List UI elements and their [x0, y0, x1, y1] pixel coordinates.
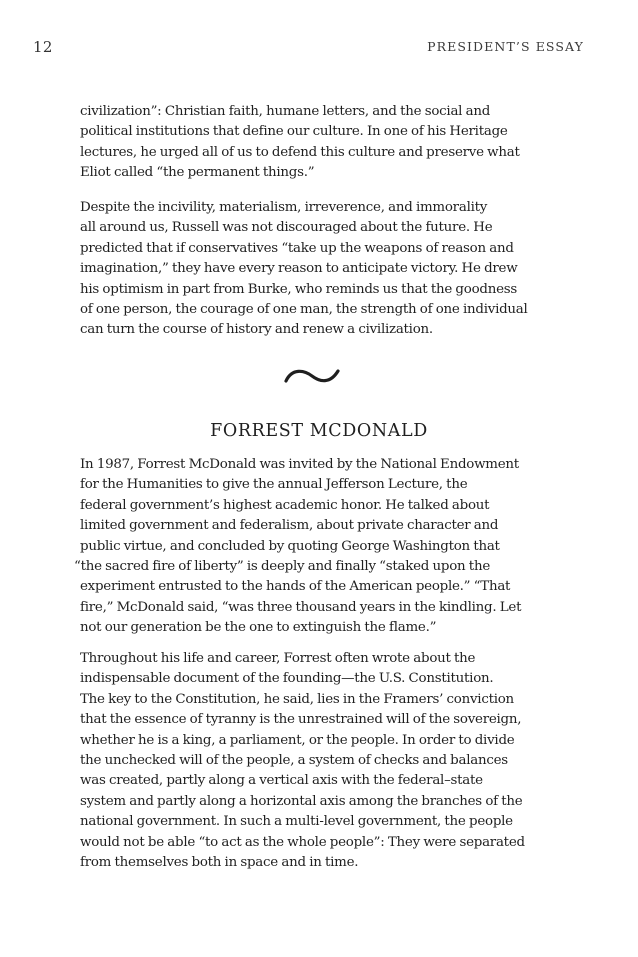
- text-line: political institutions that define our culture. In one of his Heritage: [80, 124, 508, 140]
- text-line: Eliot called “the permanent things.”: [80, 165, 315, 181]
- text-line: In 1987, Forrest McDonald was invited by the National Endowment: [80, 457, 519, 472]
- section-title: FORREST MCDONALD: [210, 421, 428, 441]
- paragraph-1987: [74, 455, 550, 639]
- text-line: imagination,” they have every reason to anticipate victory. He drew: [80, 261, 518, 277]
- paragraph-civilization: [80, 102, 550, 184]
- text-line: was created, partly along a vertical axis with the federal–state: [80, 773, 483, 789]
- text-line: “the sacred fire of liberty” is deeply and finally “staked upon the: [74, 559, 490, 575]
- text-line: The key to the Constitution, he said, lies in the Framers’ conviction: [80, 691, 514, 707]
- text-line: not our generation be the one to extinguish the flame.”: [80, 620, 437, 636]
- tilde-ornament-icon: [282, 364, 342, 388]
- paragraph-despite: [80, 198, 550, 341]
- text-line: system and partly along a horizontal axis among the branches of the: [80, 793, 523, 809]
- text-line: national government. In such a multi-level government, the people: [80, 814, 513, 830]
- text-line: limited government and federalism, about private character and: [80, 518, 499, 534]
- text-line: civilization”: Christian faith, humane letters, and the social and: [80, 104, 491, 119]
- text-line: from themselves both in space and in time.: [80, 855, 359, 871]
- text-line: of one person, the courage of one man, the strength of one individual: [80, 302, 528, 318]
- text-line: the unchecked will of the people, a system of checks and balances: [80, 753, 508, 769]
- text-line: experiment entrusted to the hands of the American people.” “That: [80, 579, 511, 595]
- text-line: predicted that if conservatives “take up the weapons of reason and: [80, 240, 514, 256]
- page-number: 12: [33, 38, 53, 56]
- text-line: Despite the incivility, materialism, irreverence, and immorality: [80, 200, 488, 215]
- text-line: can turn the course of history and renew a civilization.: [80, 322, 433, 338]
- text-line: federal government’s highest academic honor. He talked about: [80, 497, 490, 513]
- text-line: lectures, he urged all of us to defend this culture and preserve what: [80, 144, 520, 160]
- text-line: that the essence of tyranny is the unrestrained will of the sovereign,: [80, 712, 522, 728]
- text-line: would not be able “to act as the whole people”: They were separated: [80, 834, 525, 850]
- text-line: fire,” McDonald said, “was three thousand years in the kindling. Let: [80, 599, 522, 615]
- text-line: public virtue, and concluded by quoting George Washington that: [80, 538, 500, 554]
- text-line: for the Humanities to give the annual Jefferson Lecture, the: [80, 477, 468, 493]
- page-header: [0, 38, 638, 62]
- running-head: PRESIDENT’S ESSAY: [427, 39, 584, 54]
- text-line: Throughout his life and career, Forrest often wrote about the: [80, 651, 476, 666]
- text-line: his optimism in part from Burke, who reminds us that the goodness: [80, 281, 517, 297]
- text-line: indispensable document of the founding—the U.S. Constitution.: [80, 671, 494, 687]
- text-line: all around us, Russell was not discouraged about the future. He: [80, 220, 493, 236]
- text-line: whether he is a king, a parliament, or the people. In order to divide: [80, 732, 515, 748]
- paragraph-throughout: [80, 649, 550, 873]
